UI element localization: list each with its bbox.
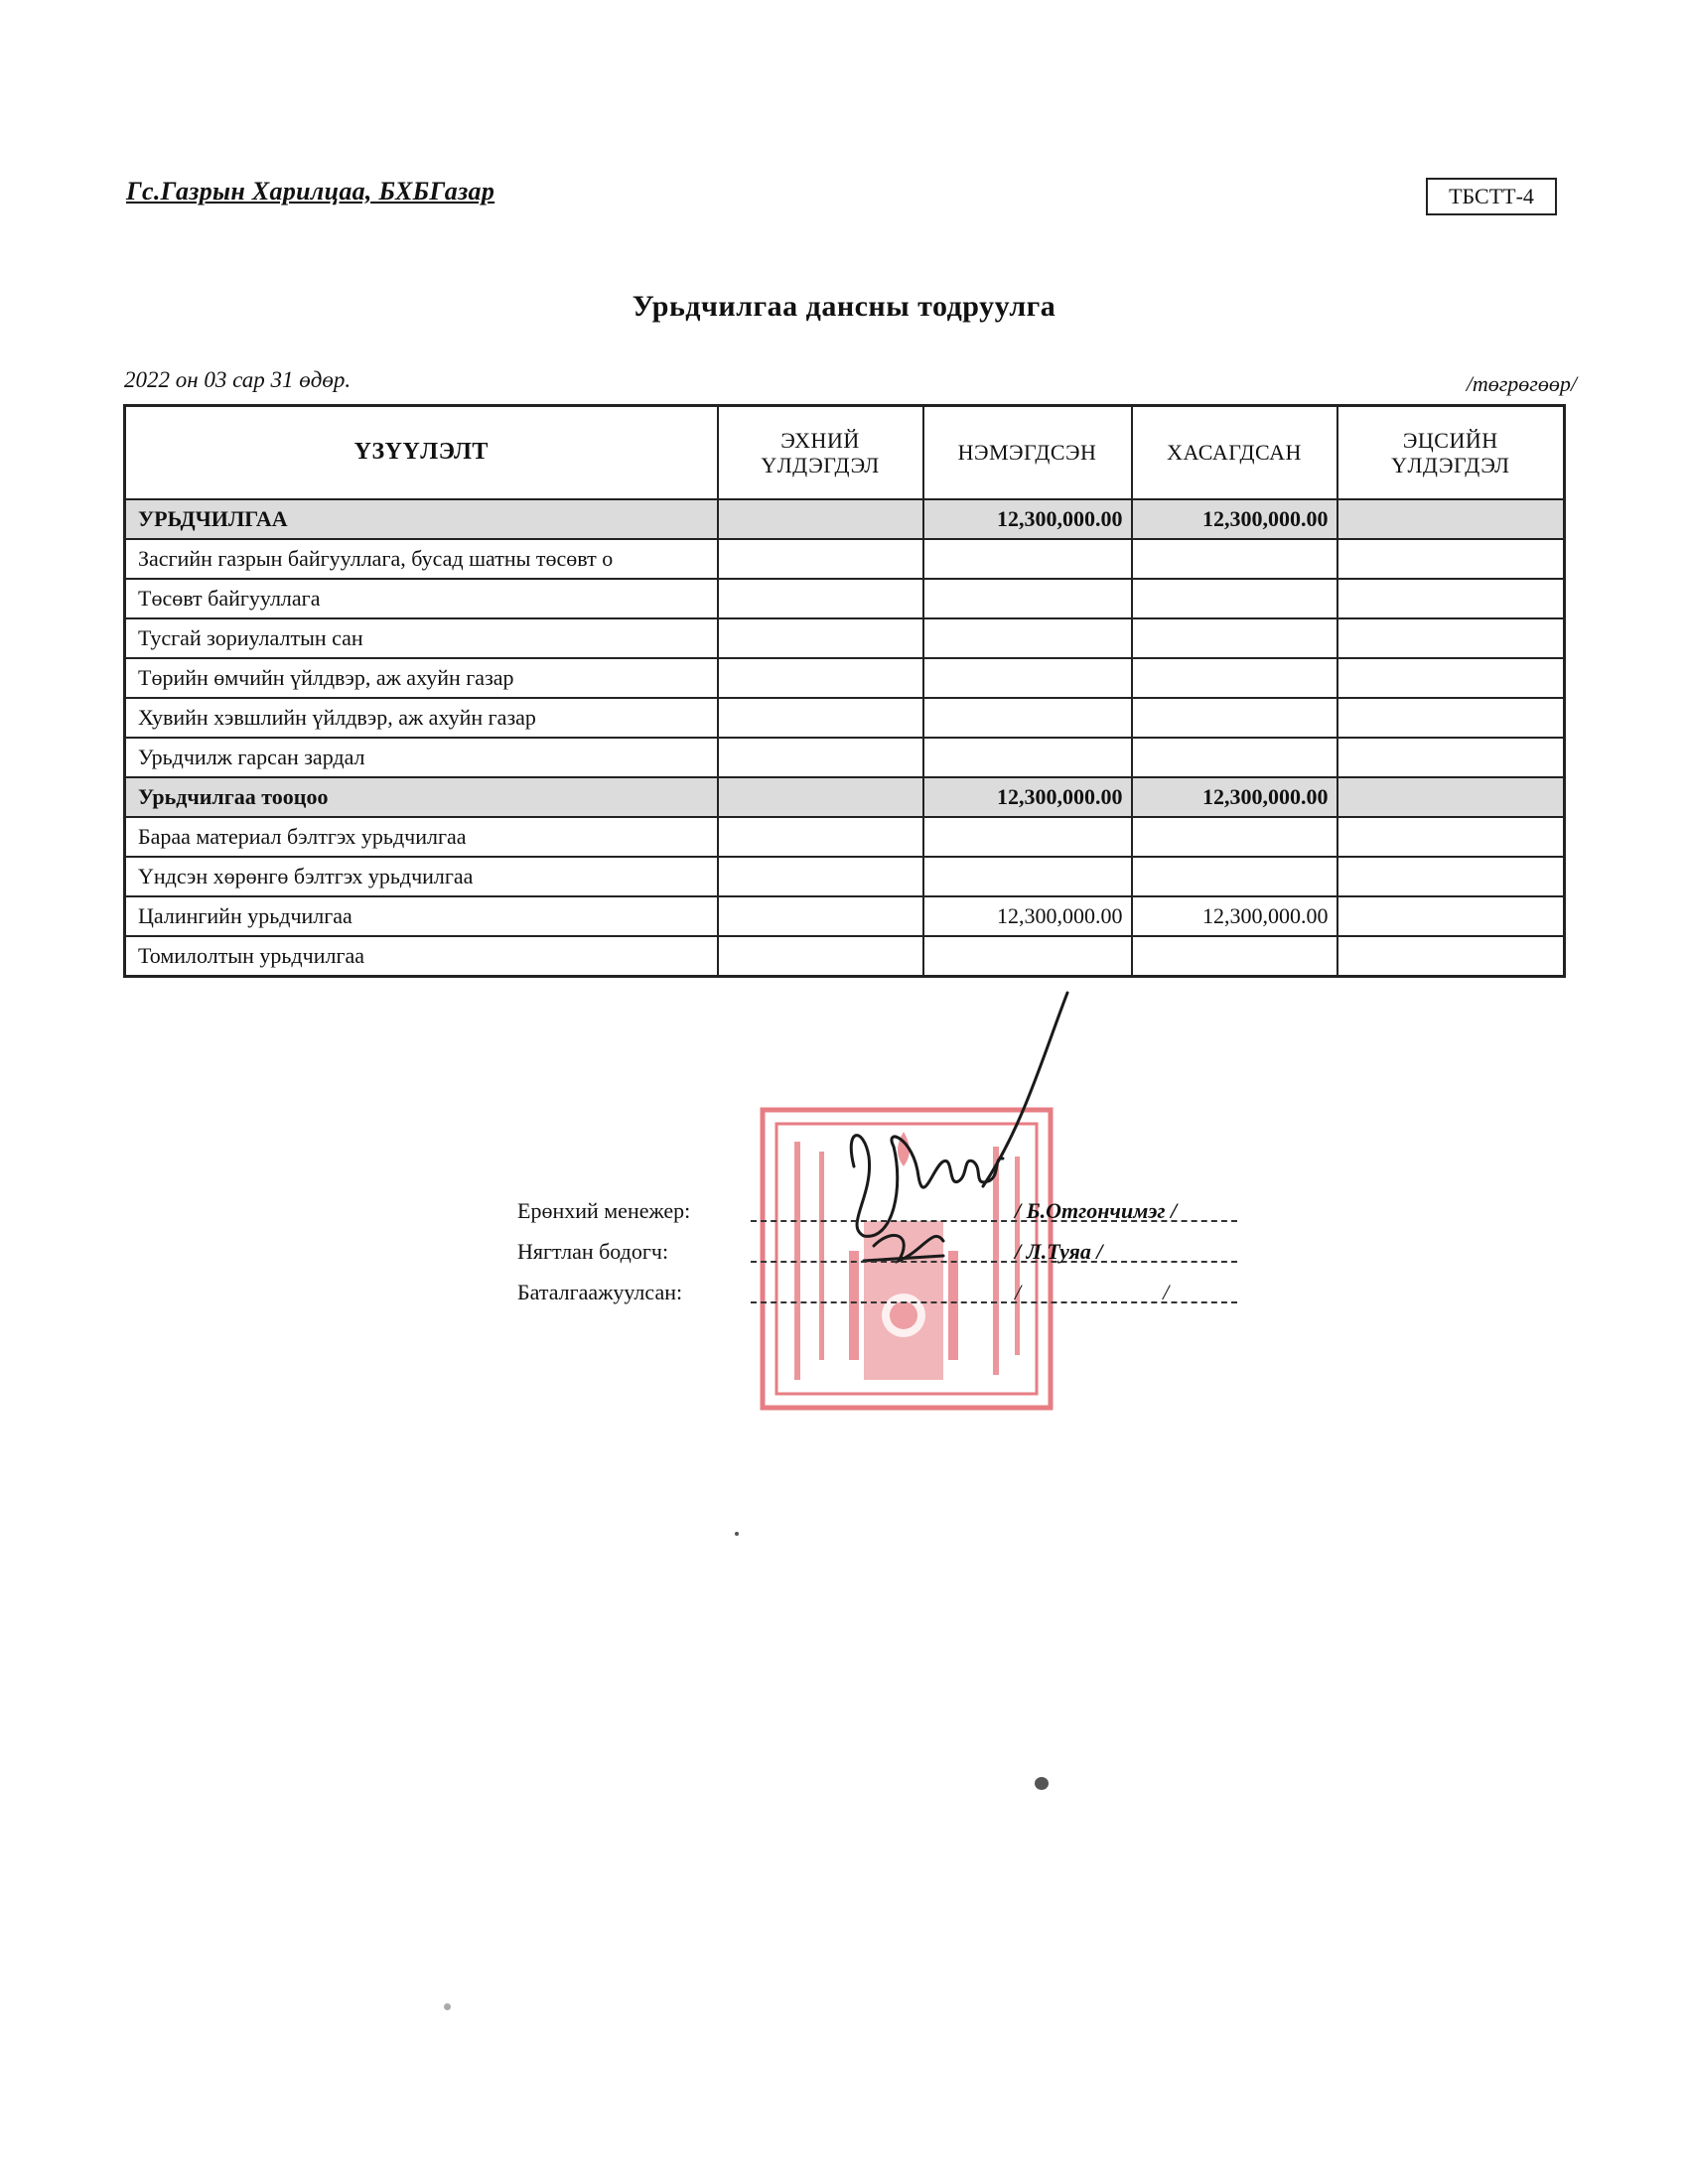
signature-role: Баталгаажуулсан: [517,1280,683,1304]
table-row [125,896,1565,936]
row-opening-balance [718,817,923,857]
col-header-deducted: ХАСАГДСАН [1132,406,1337,500]
row-label: Цалингийн урьдчилгаа [125,896,718,936]
row-added [923,817,1132,857]
report-date: 2022 он 03 сар 31 өдөр. [124,367,352,392]
signature-row [0,1280,1688,1309]
row-opening-balance [718,896,923,936]
scan-speck [444,2003,451,2010]
row-closing-balance [1337,618,1565,658]
row-deducted [1132,658,1337,698]
scan-speck [1035,1777,1049,1790]
row-deducted [1132,579,1337,618]
row-deducted [1132,817,1337,857]
signatory-name: / Л.Туяа / [1015,1239,1103,1264]
row-opening-balance [718,936,923,977]
signatory-name: / Б.Отгончимэг / [1015,1198,1178,1223]
row-added: 12,300,000.00 [923,896,1132,936]
organization-name: Гс.Газрын Харилцаа, БХБГазар [126,177,495,205]
row-added [923,698,1132,738]
table-row [125,857,1565,896]
row-deducted [1132,539,1337,579]
col-header-opening [718,406,923,500]
signature-role: Нягтлан бодогч: [517,1239,669,1264]
row-label: Засгийн газрын байгууллага, бусад шатны төсөвт о [125,539,718,579]
signatory-name: / / [1015,1280,1170,1304]
row-opening-balance [718,658,923,698]
row-closing-balance [1337,579,1565,618]
row-label: Төрийн өмчийн үйлдвэр, аж ахуйн газар [125,658,718,698]
table-row [125,499,1565,539]
col-header-closing-label: ЭЦСИЙН ҮЛДЭГДЭЛ [1391,427,1510,478]
row-closing-balance [1337,936,1565,977]
row-label: Урьдчилгаа тооцоо [125,777,718,817]
row-deducted: 12,300,000.00 [1132,777,1337,817]
signature-row [0,1198,1688,1228]
row-deducted [1132,857,1337,896]
row-added [923,658,1132,698]
row-deducted [1132,738,1337,777]
row-label: Хувийн хэвшлийн үйлдвэр, аж ахуйн газар [125,698,718,738]
row-closing-balance [1337,896,1565,936]
row-added: 12,300,000.00 [923,499,1132,539]
row-deducted [1132,618,1337,658]
table-row [125,658,1565,698]
table-row [125,698,1565,738]
table-row [125,936,1565,977]
row-label: Урьдчилж гарсан зардал [125,738,718,777]
col-header-indicator: ҮЗҮҮЛЭЛТ [125,406,718,500]
document-title: Урьдчилгаа дансны тодруулга [632,290,1056,323]
row-closing-balance [1337,738,1565,777]
table-row [125,539,1565,579]
row-label: Үндсэн хөрөнгө бэлтгэх урьдчилгаа [125,857,718,896]
row-label: Төсөвт байгууллага [125,579,718,618]
row-added: 12,300,000.00 [923,777,1132,817]
row-label: Томилолтын урьдчилгаа [125,936,718,977]
row-label: Тусгай зориулалтын сан [125,618,718,658]
form-code: ТБСТТ-4 [1426,178,1557,215]
row-closing-balance [1337,499,1565,539]
row-opening-balance [718,698,923,738]
row-deducted [1132,698,1337,738]
row-added [923,618,1132,658]
row-added [923,579,1132,618]
table-row [125,817,1565,857]
table-row [125,579,1565,618]
row-closing-balance [1337,777,1565,817]
row-added [923,539,1132,579]
col-header-opening-label: ЭХНИЙ ҮЛДЭГДЭЛ [761,427,880,478]
row-deducted [1132,936,1337,977]
table-row [125,777,1565,817]
advance-account-table [123,404,1566,978]
row-opening-balance [718,579,923,618]
scan-speck [735,1532,739,1536]
col-header-added: НЭМЭГДСЭН [923,406,1132,500]
row-label: УРЬДЧИЛГАА [125,499,718,539]
row-added [923,857,1132,896]
row-closing-balance [1337,698,1565,738]
table-row [125,738,1565,777]
row-label: Бараа материал бэлтгэх урьдчилгаа [125,817,718,857]
table-header-row [125,406,1565,500]
row-opening-balance [718,499,923,539]
row-opening-balance [718,618,923,658]
signature-line [751,1261,1237,1263]
row-closing-balance [1337,539,1565,579]
row-opening-balance [718,777,923,817]
row-closing-balance [1337,857,1565,896]
col-header-closing [1337,406,1565,500]
row-added [923,738,1132,777]
row-opening-balance [718,857,923,896]
currency-unit: /төгрөгөөр/ [1466,371,1577,396]
row-opening-balance [718,539,923,579]
row-added [923,936,1132,977]
signature-role: Ерөнхий менежер: [517,1198,691,1223]
row-closing-balance [1337,817,1565,857]
row-closing-balance [1337,658,1565,698]
row-opening-balance [718,738,923,777]
table-row [125,618,1565,658]
row-deducted: 12,300,000.00 [1132,499,1337,539]
row-deducted: 12,300,000.00 [1132,896,1337,936]
signature-row [0,1239,1688,1269]
